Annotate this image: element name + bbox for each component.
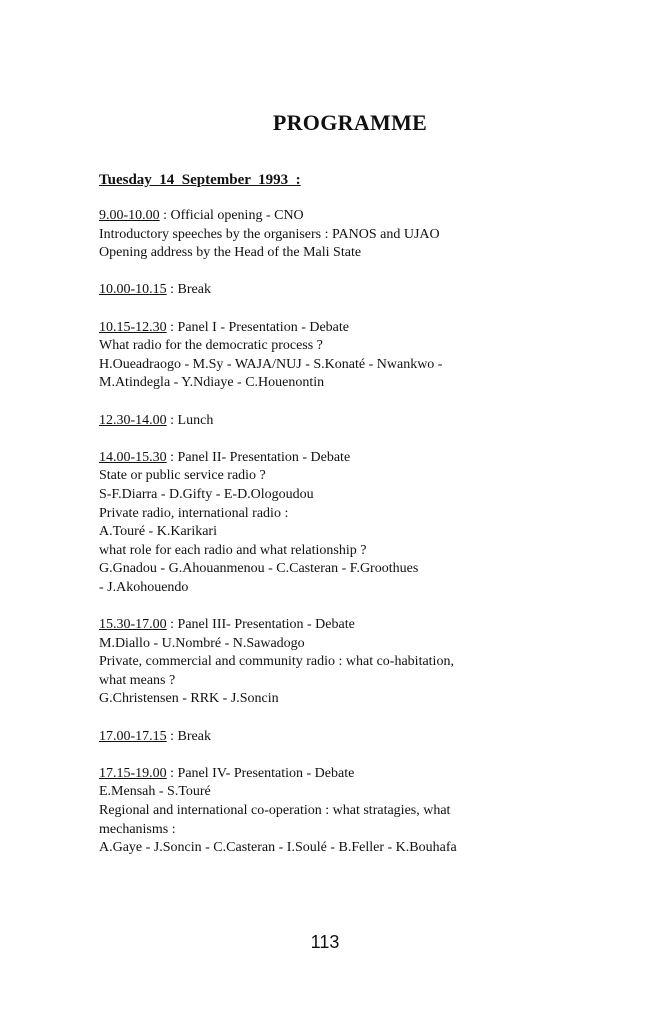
session-heading: : Official opening - CNO [159, 208, 304, 223]
session-line: Introductory speeches by the organisers : PANOS and UJAO [99, 226, 440, 242]
session-item [99, 319, 619, 393]
session-item [99, 765, 619, 858]
session-line: Regional and international co-operation : what stratagies, what [99, 803, 451, 818]
session-item [99, 281, 619, 300]
session-time: 17.00-17.15 [99, 728, 167, 744]
session-line: Private, commercial and community radio : what co-habitation, [99, 654, 454, 670]
session-line: Private radio, international radio : [99, 505, 289, 521]
session-line: A.Gaye - J.Soncin - C.Casteran - I.Soulé - B.Feller - K.Bouhafa [99, 840, 457, 856]
session-line: H.Oueadraogo - M.Sy - WAJA/NUJ - S.Konaté - Nwankwo - [99, 356, 443, 372]
session-heading: : Panel IV- Presentation - Debate [166, 765, 355, 781]
session-item [99, 616, 619, 709]
session-line: Opening address by the Head of the Mali State [99, 245, 362, 261]
page-number: 113 [310, 932, 340, 952]
session-heading: : Break [166, 282, 211, 298]
session-time: 14.00-15.30 [99, 449, 167, 465]
session-line: S-F.Diarra - D.Gifty - E-D.Ologoudou [99, 486, 314, 502]
session-line: M.Diallo - U.Nombré - N.Sawadogo [99, 635, 305, 651]
session-line: mechanisms : [99, 821, 176, 837]
session-line: M.Atindegla - Y.Ndiaye - C.Houenontin [99, 375, 325, 391]
programme-sessions [99, 207, 619, 876]
session-time: 10.00-10.15 [99, 282, 167, 298]
session-time: 9.00-10.00 [99, 208, 160, 223]
session-line: G.Gnadou - G.Ahouanmenou - C.Casteran - F.Groothues [99, 561, 419, 577]
session-line: A.Touré - K.Karikari [99, 524, 217, 540]
session-item [99, 412, 619, 431]
session-line: State or public service radio ? [99, 468, 266, 484]
session-line: what means ? [99, 672, 176, 688]
session-time: 12.30-14.00 [99, 412, 167, 428]
programme-date: Tuesday 14 September 1993 : [99, 172, 301, 188]
session-heading: : Lunch [166, 412, 214, 428]
session-item [99, 207, 619, 263]
session-heading: : Break [166, 728, 211, 744]
session-time: 10.15-12.30 [99, 319, 167, 335]
session-line: what role for each radio and what relationship ? [99, 542, 367, 558]
session-item [99, 728, 619, 747]
session-item [99, 449, 619, 598]
session-line: E.Mensah - S.Touré [99, 784, 211, 800]
session-heading: : Panel I - Presentation - Debate [166, 319, 349, 335]
session-time: 15.30-17.00 [99, 617, 167, 633]
session-heading: : Panel III- Presentation - Debate [166, 617, 355, 633]
session-time: 17.15-19.00 [99, 765, 167, 781]
session-line: What radio for the democratic process ? [99, 338, 323, 354]
session-heading: : Panel II- Presentation - Debate [166, 449, 351, 465]
session-line: - J.Akohouendo [99, 579, 189, 595]
session-line: G.Christensen - RRK - J.Soncin [99, 691, 279, 707]
page-title: PROGRAMME [272, 110, 428, 135]
